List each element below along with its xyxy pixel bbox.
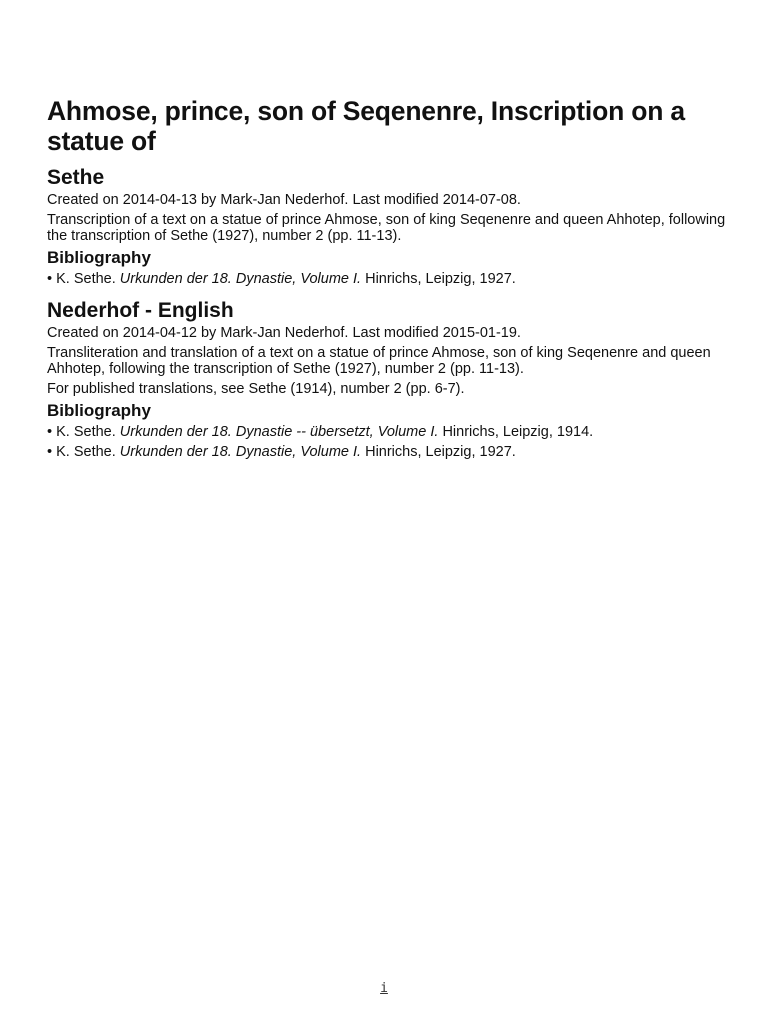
bibliography-author: • K. Sethe. [47, 424, 120, 440]
bibliography-list [47, 422, 727, 462]
section-note: For published translations, see Sethe (1914), number 2 (pp. 6-7). [47, 381, 465, 397]
section-description: Transcription of a text on a statue of prince Ahmose, son of king Seqenenre and queen Ahhotep, following the transcription of Sethe (1927), number 2 (pp. 11-13). [47, 212, 726, 244]
bibliography-publisher: Hinrichs, Leipzig, 1927. [361, 444, 516, 460]
bibliography-publisher: Hinrichs, Leipzig, 1927. [361, 271, 516, 287]
page-number-label: i [380, 981, 388, 996]
bibliography-work-title: Urkunden der 18. Dynastie -- übersetzt, Volume I. [119, 424, 439, 440]
section-meta: Created on 2014-04-12 by Mark-Jan Nederhof. Last modified 2015-01-19. [47, 325, 521, 341]
bibliography-work-title: Urkunden der 18. Dynastie, Volume I. [119, 271, 362, 287]
section-heading: Nederhof - English [47, 299, 234, 322]
document-title: Ahmose, prince, son of Seqenenre, Inscription on a statue of [47, 96, 685, 156]
bibliography-publisher: Hinrichs, Leipzig, 1914. [438, 424, 594, 440]
section-meta: Created on 2014-04-13 by Mark-Jan Nederhof. Last modified 2014-07-08. [47, 192, 521, 208]
bibliography-entry [47, 269, 727, 289]
bibliography-entry [47, 422, 727, 442]
section-description: Transliteration and translation of a text on a statue of prince Ahmose, son of king Seqenenre and queen Ahhotep, following the transcription of Sethe (1927), number 2 (pp. 11-13). [47, 345, 711, 377]
bibliography-heading: Bibliography [47, 401, 151, 420]
bibliography-list [47, 269, 727, 289]
section-heading: Sethe [47, 166, 105, 189]
section-nederhof-english [47, 298, 727, 462]
section-sethe [47, 165, 727, 289]
document-page [47, 96, 727, 462]
bibliography-entry [47, 442, 727, 462]
bibliography-heading: Bibliography [47, 248, 151, 267]
bibliography-work-title: Urkunden der 18. Dynastie, Volume I. [119, 444, 362, 460]
page-number [0, 981, 768, 996]
bibliography-author: • K. Sethe. [47, 444, 120, 460]
bibliography-author: • K. Sethe. [47, 271, 120, 287]
